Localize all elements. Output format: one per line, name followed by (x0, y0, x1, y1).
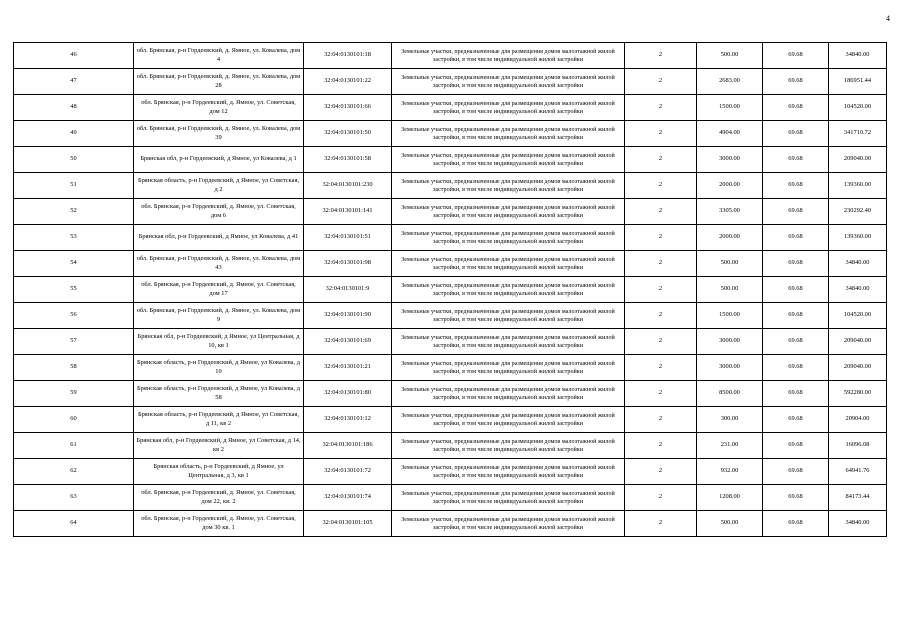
area-cell: 4904.00 (697, 121, 763, 147)
category-cell: 2 (625, 199, 697, 225)
permitted-use-cell: Земельные участки, предназначенные для размещения домов малоэтажной жилой застройки, в том числе индивидуальной жилой застройки (392, 95, 625, 121)
cadastral-number-cell: 32:04:0130101:80 (304, 381, 392, 407)
area-cell: 300.00 (697, 407, 763, 433)
address-cell: Брянская обл, р-н Гордеевский, д Ямное, ул Центральная, д 10, кв 1 (134, 329, 304, 355)
permitted-use-cell: Земельные участки, предназначенные для размещения домов малоэтажной жилой застройки, в том числе индивидуальной жилой застройки (392, 251, 625, 277)
address-cell: Брянская область, р-н Гордеевский, д Ямное, ул Советская, д 11, кв 2 (134, 407, 304, 433)
rate-cell: 69.68 (763, 407, 829, 433)
table-row (14, 485, 887, 511)
address-cell: Брянская область, р-н Гордеевский, д Ямное, ул Ковалева, д 10 (134, 355, 304, 381)
address-cell: обл. Брянская, р-н Гордеевский, д. Ямное, ул. Ковалева, дом 39 (134, 121, 304, 147)
cadastral-number-cell: 32:04:0130101:12 (304, 407, 392, 433)
table-row (14, 173, 887, 199)
cadastral-value-cell: 20904.00 (829, 407, 887, 433)
rate-cell: 69.68 (763, 147, 829, 173)
table-row (14, 511, 887, 537)
cadastral-number-cell: 32:04:0130101:9 (304, 277, 392, 303)
area-cell: 8500.00 (697, 381, 763, 407)
row-number-cell: 55 (14, 277, 134, 303)
row-number-cell: 58 (14, 355, 134, 381)
cadastral-number-cell: 32:04:0130101:58 (304, 147, 392, 173)
table-row (14, 329, 887, 355)
category-cell: 2 (625, 511, 697, 537)
cadastral-number-cell: 32:04:0130101:105 (304, 511, 392, 537)
cadastral-value-cell: 209040.00 (829, 329, 887, 355)
area-cell: 932.00 (697, 459, 763, 485)
table-row (14, 459, 887, 485)
address-cell: Брянская область, р-н Гордеевский, д Ямное, ул Советская, д 2 (134, 173, 304, 199)
cadastral-number-cell: 32:04:0130101:90 (304, 303, 392, 329)
rate-cell: 69.68 (763, 459, 829, 485)
table-row (14, 43, 887, 69)
address-cell: Брянская обл, р-н Гордеевский, д Ямное, ул Советская, д 14, кв 2 (134, 433, 304, 459)
permitted-use-cell: Земельные участки, предназначенные для размещения домов малоэтажной жилой застройки, в том числе индивидуальной жилой застройки (392, 43, 625, 69)
permitted-use-cell: Земельные участки, предназначенные для размещения домов малоэтажной жилой застройки, в том числе индивидуальной жилой застройки (392, 433, 625, 459)
row-number-cell: 53 (14, 225, 134, 251)
table-row (14, 277, 887, 303)
address-cell: обл. Брянская, р-н Гордеевский, д. Ямное, ул. Ковалева, дом 9 (134, 303, 304, 329)
area-cell: 2683.00 (697, 69, 763, 95)
cadastral-number-cell: 32:04:0130101:186 (304, 433, 392, 459)
permitted-use-cell: Земельные участки, предназначенные для размещения домов малоэтажной жилой застройки, в том числе индивидуальной жилой застройки (392, 381, 625, 407)
row-number-cell: 63 (14, 485, 134, 511)
category-cell: 2 (625, 147, 697, 173)
rate-cell: 69.68 (763, 511, 829, 537)
rate-cell: 69.68 (763, 329, 829, 355)
area-cell: 3000.00 (697, 355, 763, 381)
row-number-cell: 59 (14, 381, 134, 407)
area-cell: 1500.00 (697, 303, 763, 329)
area-cell: 3305.00 (697, 199, 763, 225)
category-cell: 2 (625, 381, 697, 407)
cadastral-value-cell: 209040.00 (829, 147, 887, 173)
category-cell: 2 (625, 69, 697, 95)
cadastral-value-cell: 139360.00 (829, 225, 887, 251)
row-number-cell: 54 (14, 251, 134, 277)
permitted-use-cell: Земельные участки, предназначенные для размещения домов малоэтажной жилой застройки, в том числе индивидуальной жилой застройки (392, 511, 625, 537)
permitted-use-cell: Земельные участки, предназначенные для размещения домов малоэтажной жилой застройки, в том числе индивидуальной жилой застройки (392, 225, 625, 251)
area-cell: 3000.00 (697, 147, 763, 173)
rate-cell: 69.68 (763, 303, 829, 329)
category-cell: 2 (625, 251, 697, 277)
cadastral-value-cell: 16096.08 (829, 433, 887, 459)
rate-cell: 69.68 (763, 277, 829, 303)
address-cell: обл. Брянская, р-н Гордеевский, д. Ямное, ул. Ковалева, дом 28 (134, 69, 304, 95)
cadastral-value-cell: 209040.00 (829, 355, 887, 381)
category-cell: 2 (625, 355, 697, 381)
cadastral-number-cell: 32:04:0130101:18 (304, 43, 392, 69)
area-cell: 2000.00 (697, 225, 763, 251)
cadastral-number-cell: 32:04:0130101:22 (304, 69, 392, 95)
rate-cell: 69.68 (763, 173, 829, 199)
address-cell: Брянская обл, р-н Гордеевский, д Ямное, ул Ковалева, д 1 (134, 147, 304, 173)
permitted-use-cell: Земельные участки, предназначенные для размещения домов малоэтажной жилой застройки, в том числе индивидуальной жилой застройки (392, 121, 625, 147)
category-cell: 2 (625, 485, 697, 511)
rate-cell: 69.68 (763, 225, 829, 251)
cadastral-value-cell: 34840.00 (829, 251, 887, 277)
table-row (14, 121, 887, 147)
area-cell: 231.00 (697, 433, 763, 459)
cadastral-number-cell: 32:04:0130101:51 (304, 225, 392, 251)
permitted-use-cell: Земельные участки, предназначенные для размещения домов малоэтажной жилой застройки, в том числе индивидуальной жилой застройки (392, 277, 625, 303)
cadastral-value-cell: 64941.76 (829, 459, 887, 485)
area-cell: 3000.00 (697, 329, 763, 355)
table-row (14, 381, 887, 407)
area-cell: 1208.00 (697, 485, 763, 511)
table-body (14, 43, 887, 537)
rate-cell: 69.68 (763, 485, 829, 511)
category-cell: 2 (625, 433, 697, 459)
row-number-cell: 57 (14, 329, 134, 355)
category-cell: 2 (625, 303, 697, 329)
rate-cell: 69.68 (763, 433, 829, 459)
address-cell: обл. Брянская, р-н Гордеевский, д. Ямное, ул. Советская, дом 6 (134, 199, 304, 225)
address-cell: Брянская обл, р-н Гордеевский, д Ямное, ул Ковалева, д 41 (134, 225, 304, 251)
area-cell: 500.00 (697, 43, 763, 69)
permitted-use-cell: Земельные участки, предназначенные для размещения домов малоэтажной жилой застройки, в том числе индивидуальной жилой застройки (392, 355, 625, 381)
table-row (14, 433, 887, 459)
permitted-use-cell: Земельные участки, предназначенные для размещения домов малоэтажной жилой застройки, в том числе индивидуальной жилой застройки (392, 147, 625, 173)
address-cell: обл. Брянская, р-н Гордеевский, д. Ямное, ул. Ковалева, дом 43 (134, 251, 304, 277)
cadastral-value-cell: 230292.40 (829, 199, 887, 225)
category-cell: 2 (625, 407, 697, 433)
category-cell: 2 (625, 329, 697, 355)
category-cell: 2 (625, 95, 697, 121)
area-cell: 500.00 (697, 251, 763, 277)
rate-cell: 69.68 (763, 43, 829, 69)
table-row (14, 199, 887, 225)
cadastral-number-cell: 32:04:0130101:98 (304, 251, 392, 277)
permitted-use-cell: Земельные участки, предназначенные для размещения домов малоэтажной жилой застройки, в том числе индивидуальной жилой застройки (392, 485, 625, 511)
rate-cell: 69.68 (763, 95, 829, 121)
cadastral-value-cell: 34840.00 (829, 277, 887, 303)
address-cell: обл. Брянская, р-н Гордеевский, д. Ямное, ул. Советская, дом 17 (134, 277, 304, 303)
cadastral-value-cell: 84173.44 (829, 485, 887, 511)
table-row (14, 407, 887, 433)
cadastral-number-cell: 32:04:0130101:72 (304, 459, 392, 485)
row-number-cell: 52 (14, 199, 134, 225)
cadastral-value-cell: 34840.00 (829, 511, 887, 537)
address-cell: Брянская область, р-н Гордеевский, д Ямное, ул Центральная, д 3, кв 1 (134, 459, 304, 485)
address-cell: обл. Брянская, р-н Гордеевский, д. Ямное, ул. Советская, дом 22, кв. 2 (134, 485, 304, 511)
row-number-cell: 46 (14, 43, 134, 69)
row-number-cell: 61 (14, 433, 134, 459)
permitted-use-cell: Земельные участки, предназначенные для размещения домов малоэтажной жилой застройки, в том числе индивидуальной жилой застройки (392, 173, 625, 199)
category-cell: 2 (625, 277, 697, 303)
table-row (14, 69, 887, 95)
address-cell: обл. Брянская, р-н Гордеевский, д. Ямное, ул. Советская, дом 30 кв. 1 (134, 511, 304, 537)
row-number-cell: 56 (14, 303, 134, 329)
row-number-cell: 47 (14, 69, 134, 95)
table-row (14, 95, 887, 121)
row-number-cell: 49 (14, 121, 134, 147)
row-number-cell: 51 (14, 173, 134, 199)
row-number-cell: 48 (14, 95, 134, 121)
row-number-cell: 64 (14, 511, 134, 537)
rate-cell: 69.68 (763, 69, 829, 95)
rate-cell: 69.68 (763, 355, 829, 381)
table-row (14, 303, 887, 329)
cadastral-number-cell: 32:04:0130101:50 (304, 121, 392, 147)
row-number-cell: 50 (14, 147, 134, 173)
table-row (14, 355, 887, 381)
row-number-cell: 60 (14, 407, 134, 433)
category-cell: 2 (625, 173, 697, 199)
category-cell: 2 (625, 459, 697, 485)
rate-cell: 69.68 (763, 121, 829, 147)
category-cell: 2 (625, 43, 697, 69)
address-cell: обл. Брянская, р-н Гордеевский, д. Ямное, ул. Советская, дом 12 (134, 95, 304, 121)
address-cell: Брянская область, р-н Гордеевский, д Ямное, ул Ковалева, д 58 (134, 381, 304, 407)
permitted-use-cell: Земельные участки, предназначенные для размещения домов малоэтажной жилой застройки, в том числе индивидуальной жилой застройки (392, 407, 625, 433)
area-cell: 500.00 (697, 511, 763, 537)
permitted-use-cell: Земельные участки, предназначенные для размещения домов малоэтажной жилой застройки, в том числе индивидуальной жилой застройки (392, 329, 625, 355)
table-row (14, 251, 887, 277)
cadastral-number-cell: 32:04:0130101:230 (304, 173, 392, 199)
permitted-use-cell: Земельные участки, предназначенные для размещения домов малоэтажной жилой застройки, в том числе индивидуальной жилой застройки (392, 459, 625, 485)
rate-cell: 69.68 (763, 381, 829, 407)
cadastral-number-cell: 32:04:0130101:69 (304, 329, 392, 355)
table-row (14, 147, 887, 173)
rate-cell: 69.68 (763, 199, 829, 225)
cadastral-number-cell: 32:04:0130101:74 (304, 485, 392, 511)
rate-cell: 69.68 (763, 251, 829, 277)
permitted-use-cell: Земельные участки, предназначенные для размещения домов малоэтажной жилой застройки, в том числе индивидуальной жилой застройки (392, 69, 625, 95)
permitted-use-cell: Земельные участки, предназначенные для размещения домов малоэтажной жилой застройки, в том числе индивидуальной жилой застройки (392, 199, 625, 225)
area-cell: 2000.00 (697, 173, 763, 199)
land-plots-table (13, 42, 887, 537)
cadastral-value-cell: 104520.00 (829, 303, 887, 329)
cadastral-value-cell: 341710.72 (829, 121, 887, 147)
category-cell: 2 (625, 225, 697, 251)
cadastral-number-cell: 32:04:0130101:21 (304, 355, 392, 381)
cadastral-number-cell: 32:04:0130101:66 (304, 95, 392, 121)
cadastral-value-cell: 34840.00 (829, 43, 887, 69)
address-cell: обл. Брянская, р-н Гордеевский, д. Ямное, ул. Ковалева, дом 4 (134, 43, 304, 69)
category-cell: 2 (625, 121, 697, 147)
page-number: 4 (886, 14, 890, 23)
cadastral-value-cell: 139360.00 (829, 173, 887, 199)
area-cell: 1500.00 (697, 95, 763, 121)
cadastral-number-cell: 32:04:0130101:141 (304, 199, 392, 225)
cadastral-value-cell: 186951.44 (829, 69, 887, 95)
permitted-use-cell: Земельные участки, предназначенные для размещения домов малоэтажной жилой застройки, в том числе индивидуальной жилой застройки (392, 303, 625, 329)
cadastral-value-cell: 592280.00 (829, 381, 887, 407)
row-number-cell: 62 (14, 459, 134, 485)
cadastral-value-cell: 104520.00 (829, 95, 887, 121)
table-row (14, 225, 887, 251)
area-cell: 500.00 (697, 277, 763, 303)
